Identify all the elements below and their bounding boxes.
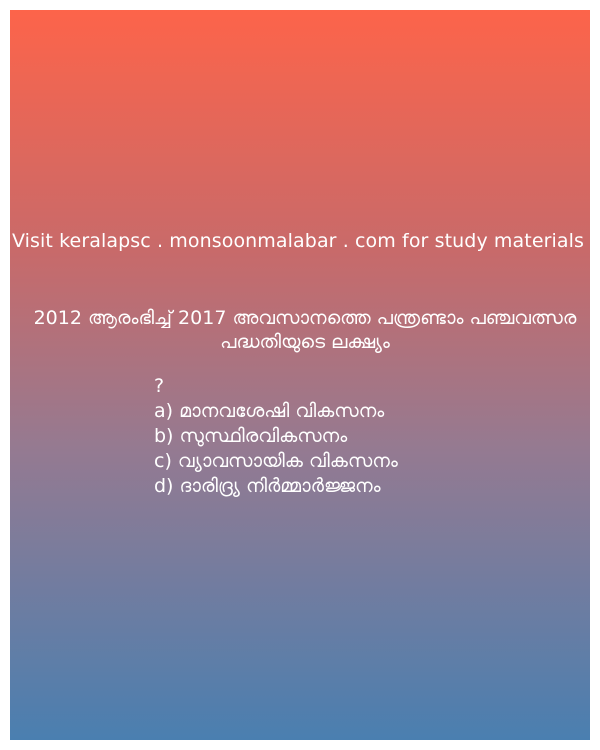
- option-d: d) ദാരിദ്ര്യ നിർമ്മാർജ്ജനം: [154, 475, 381, 497]
- option-b: b) സുസ്ഥിരവികസനം: [154, 425, 348, 447]
- options-list: [154, 374, 574, 499]
- question-card: [10, 10, 590, 740]
- visit-site-text: Visit keralapsc . monsoonmalabar . com for study materials: [12, 230, 585, 252]
- question-text: 2012 ആരംഭിച്ച് 2017 അവസാനത്തെ പന്ത്രണ്ടാം പഞ്ചവത്സര പദ്ധതിയുടെ ലക്ഷ്യം: [33, 307, 577, 353]
- question-mark: ?: [154, 375, 165, 397]
- option-c: c) വ്യാവസായിക വികസനം: [154, 450, 398, 472]
- option-a: a) മാനവശേഷി വികസനം: [154, 400, 385, 422]
